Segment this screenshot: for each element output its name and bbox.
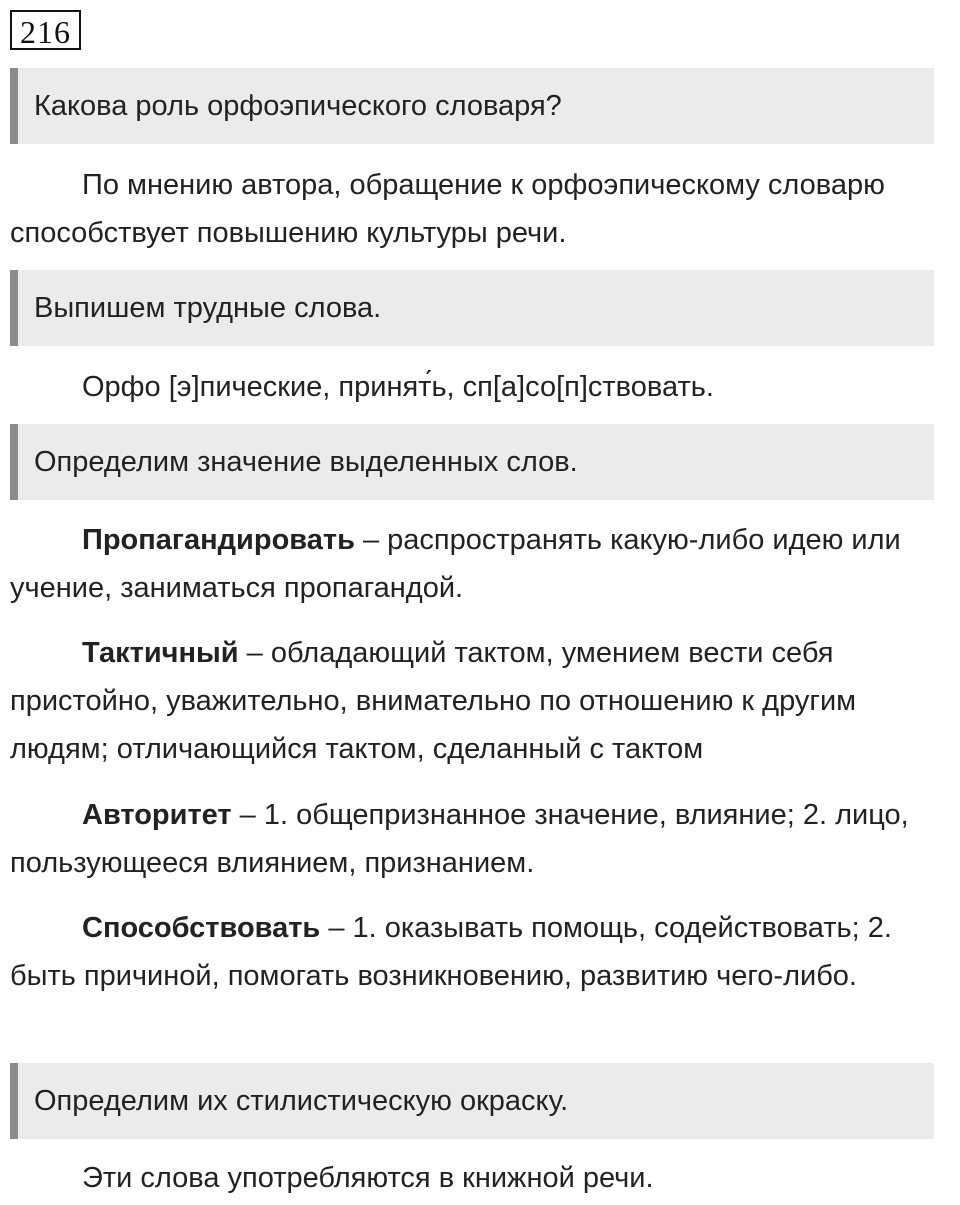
definition-text: – 1. оказывать помощь, содействовать; 2. быть причиной, помогать возникновению, развитию чего-либо. <box>10 912 892 992</box>
definition-propagandirovat <box>10 516 944 612</box>
answer-stylistic-coloring: Эти слова употребляются в книжной речи. <box>82 1162 654 1194</box>
question-word-meanings: Определим значение выделенных слов. <box>10 424 934 500</box>
definition-term: Авторитет <box>82 799 232 831</box>
question-stylistic-coloring: Определим их стилистическую окраску. <box>10 1063 934 1139</box>
definition-text: – обладающий тактом, умением вести себя пристойно, уважительно, внимательно по отношению к другим людям; отличающийся тактом, сделанный с тактом <box>10 637 857 765</box>
definition-taktichny <box>10 629 944 773</box>
definition-avtoritet <box>10 791 944 887</box>
definition-term: Тактичный <box>82 637 239 669</box>
definition-text: – 1. общепризнанное значение, влияние; 2. лицо, пользующееся влиянием, признанием. <box>10 799 909 879</box>
definition-text: – распространять какую-либо идею или учение, заниматься пропагандой. <box>10 524 901 604</box>
definition-term: Способствовать <box>82 912 321 944</box>
answer-difficult-words: Орфо [э]пические, принят́ь, сп[а]со[п]ствовать. <box>82 371 714 403</box>
exercise-number: 216 <box>10 10 81 50</box>
question-orthoepic-dictionary-role: Какова роль орфоэпического словаря? <box>10 68 934 144</box>
answer-orthoepic-dictionary-role: По мнению автора, обращение к орфоэпическому словарю способствует повышению культуры речи. <box>10 169 885 249</box>
question-difficult-words: Выпишем трудные слова. <box>10 270 934 346</box>
definition-term: Пропагандировать <box>82 524 355 556</box>
definition-sposobstvovat <box>10 904 944 1000</box>
